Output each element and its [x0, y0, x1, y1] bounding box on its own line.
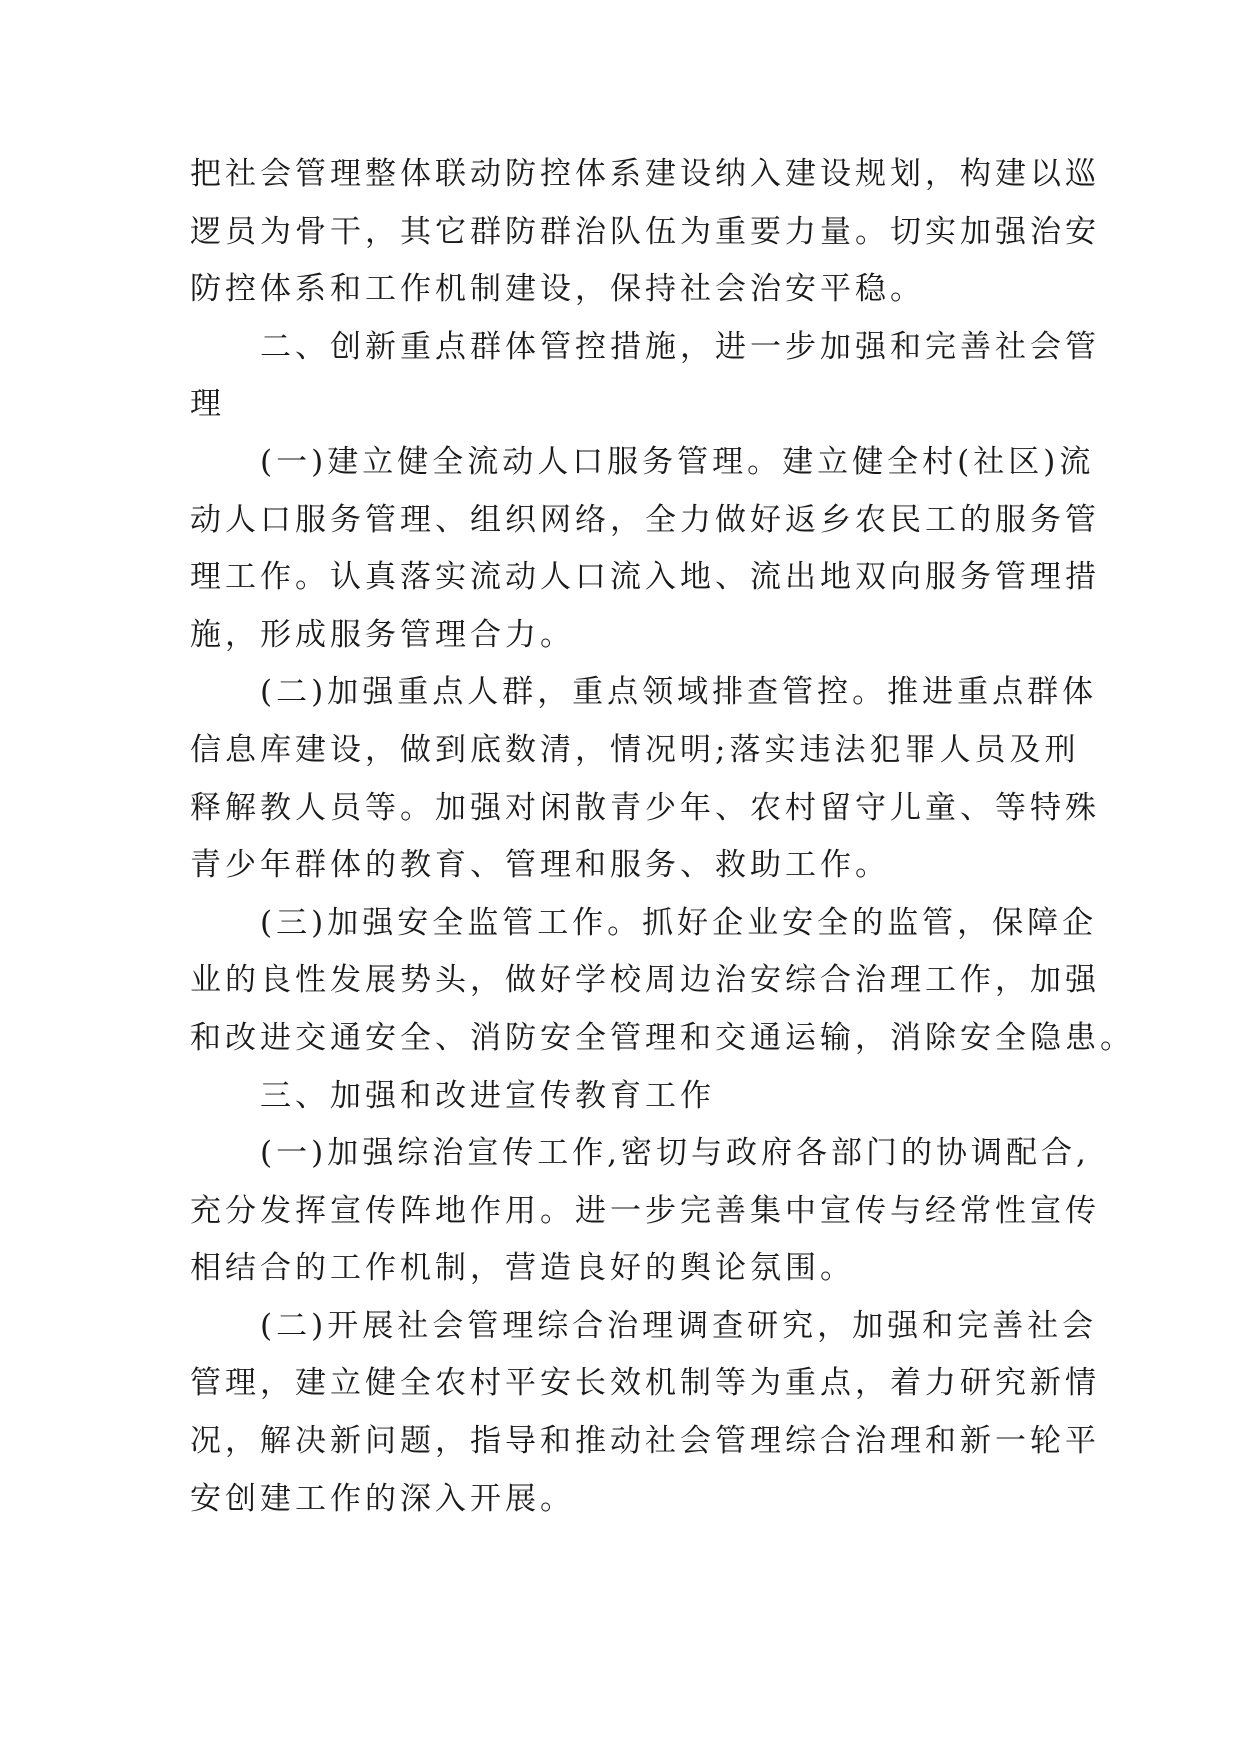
text-line: 充分发挥宣传阵地作用。进一步完善集中宣传与经常性宣传	[190, 1192, 1100, 1229]
text-line: (二)加强重点人群，重点领域排查管控。推进重点群体	[190, 674, 1098, 711]
section-heading-2	[190, 319, 1100, 434]
text-line: 相结合的工作机制，营造良好的舆论氛围。	[190, 1250, 855, 1287]
text-line: 安创建工作的深入开展。	[190, 1480, 575, 1517]
text-line: 防控体系和工作机制建设，保持社会治安平稳。	[190, 271, 925, 308]
text-line: 逻员为骨干，其它群防群治队伍为重要力量。切实加强治安	[190, 213, 1100, 250]
text-line: 管理，建立健全农村平安长效机制等为重点，着力研究新情	[190, 1365, 1100, 1402]
text-line: 理工作。认真落实流动人口流入地、流出地双向服务管理措	[190, 559, 1100, 596]
paragraph	[190, 895, 1135, 1068]
text-line: 况，解决新问题，指导和推动社会管理综合治理和新一轮平	[190, 1423, 1100, 1460]
text-line: 释解教人员等。加强对闲散青少年、农村留守儿童、等特殊	[190, 789, 1100, 826]
document-body	[190, 146, 1135, 1528]
text-line: 施，形成服务管理合力。	[190, 616, 575, 653]
text-line: 二、创新重点群体管控措施，进一步加强和完善社会管	[190, 328, 1100, 365]
text-line: 信息库建设，做到底数清，情况明;落实违法犯罪人员及刑	[190, 731, 1080, 768]
text-line: 和改进交通安全、消防安全管理和交通运输，消除安全隐患。	[190, 1019, 1135, 1056]
text-line: (一)加强综治宣传工作,密切与政府各部门的协调配合,	[190, 1135, 1090, 1172]
paragraph	[190, 1125, 1100, 1298]
text-line: (三)加强安全监管工作。抓好企业安全的监管，保障企	[190, 904, 1098, 941]
text-line: 把社会管理整体联动防控体系建设纳入建设规划，构建以巡	[190, 156, 1100, 192]
text-line: (一)建立健全流动人口服务管理。建立健全村(社区)流	[190, 443, 1095, 480]
text-line: 青少年群体的教育、管理和服务、救助工作。	[190, 847, 890, 884]
text-line: 三、加强和改进宣传教育工作	[190, 1077, 715, 1114]
text-line: (二)开展社会管理综合治理调查研究，加强和完善社会	[190, 1307, 1098, 1344]
paragraph	[190, 434, 1100, 664]
section-heading-3	[190, 1068, 1052, 1126]
paragraph	[190, 1298, 1100, 1528]
paragraph	[190, 146, 1100, 319]
text-line: 动人口服务管理、组织网络，全力做好返乡农民工的服务管	[190, 501, 1100, 538]
text-line: 理	[190, 386, 225, 423]
paragraph	[190, 664, 1100, 894]
text-line: 业的良性发展势头，做好学校周边治安综合治理工作，加强	[190, 962, 1100, 999]
